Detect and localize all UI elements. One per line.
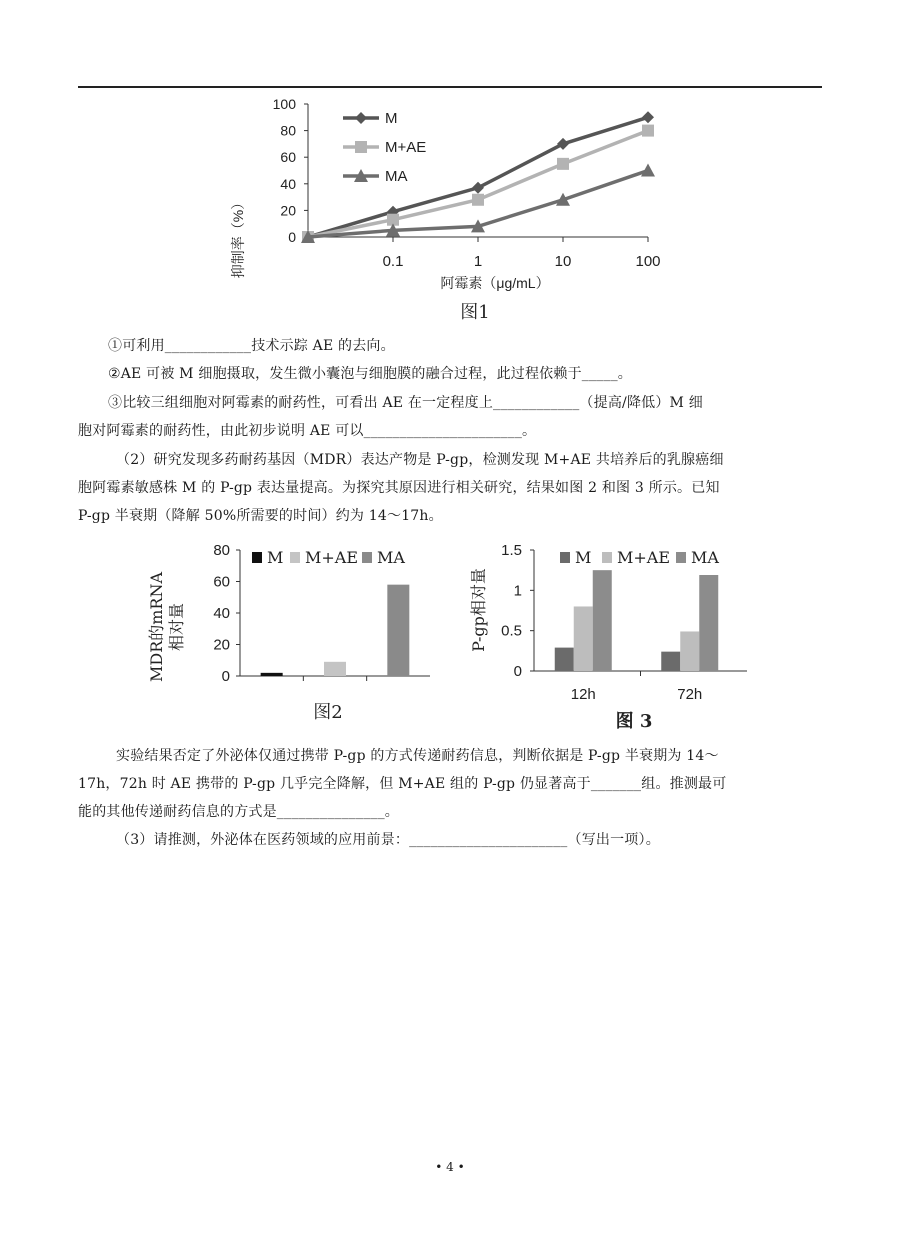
part-3-question: （3）请推测，外泌体在医药领域的应用前景：______________________（写出一项）。 [116,832,660,848]
fig3-caption: 图 3 [615,711,653,732]
fig3-legend-swatch [602,552,612,563]
fig3-x-tick-label: 12h [570,686,596,703]
fig2-legend-swatch [252,552,262,563]
fig3-legend-swatch [560,552,570,563]
fig1-y-axis-label: 抑制率（%） [230,195,246,279]
figure-2-bar-chart [140,535,440,730]
part-2-conclusion-line-3: 能的其他传递耐药信息的方式是_______________。 [78,804,399,820]
question-1: ①可利用____________技术示踪 AE 的去向。 [108,338,395,354]
fig1-legend-label: MA [385,168,408,185]
fig3-y-tick-label: 1 [513,582,522,600]
fig1-data-point [557,158,569,170]
figure-3-bar-chart [462,535,762,735]
fig1-y-tick-label: 20 [280,202,296,219]
fig2-bar [261,673,283,676]
fig1-data-point [642,125,654,137]
part-2-line-1: （2）研究发现多药耐药基因（MDR）表达产物是 P-gp，检测发现 M+AE 共培养后的乳腺癌细 [116,452,724,468]
part-2-conclusion-line-2: 17h，72h 时 AE 携带的 P-gp 几乎完全降解，但 M+AE 组的 P-gp 仍显著高于_______组。推测最可 [78,776,727,792]
fig2-bar [387,585,409,676]
fig2-y-axis-label-line-2: 相对量 [167,602,186,652]
page-number: • 4 • [435,1160,465,1174]
fig2-y-tick-label: 20 [213,636,230,654]
fig1-y-tick-label: 0 [288,229,296,245]
fig2-legend-label: M+AE [305,548,359,567]
fig3-x-tick-label: 72h [677,686,703,703]
question-3-line-1: ③比较三组细胞对阿霉素的耐药性，可看出 AE 在一定程度上____________（提高/降低）M 细 [108,395,703,411]
fig2-caption: 图2 [313,702,343,723]
fig2-legend-swatch [290,552,300,563]
fig2-bar [324,662,346,676]
fig2-y-tick-label: 40 [213,605,230,622]
fig3-bar [661,652,680,671]
fig2-y-tick-label: 60 [213,573,230,591]
fig3-legend-swatch [676,552,686,563]
fig1-x-axis-label: 阿霉素（μg/mL） [440,275,550,291]
fig3-legend-label: MA [691,548,719,567]
fig1-y-tick-label: 40 [280,175,296,192]
header-rule [78,86,822,88]
fig3-bar [593,570,612,671]
fig1-legend-marker [355,141,367,153]
fig2-y-tick-label: 0 [221,668,230,685]
fig3-legend-label: M+AE [617,548,671,567]
fig1-legend-label: M+AE [385,139,427,156]
fig1-y-tick-label: 100 [272,96,296,112]
fig1-x-tick-label: 10 [554,253,572,270]
question-2: ②AE 可被 M 细胞摄取，发生微小囊泡与细胞膜的融合过程，此过程依赖于_____。 [108,366,632,382]
part-2-conclusion-line-1: 实验结果否定了外泌体仅通过携带 P-gp 的方式传递耐药信息，判断依据是 P-gp 半衰期为 14～ [116,748,719,764]
fig3-bar [574,606,593,671]
fig3-y-tick-label: 0 [513,663,522,680]
fig2-y-tick-label: 80 [213,542,230,559]
fig2-y-axis-label-line-1: MDR的mRNA [147,571,166,683]
fig3-legend-label: M [575,548,592,567]
fig1-x-tick-label: 1 [473,253,483,270]
fig1-y-tick-label: 80 [280,122,296,139]
fig2-legend-label: M [267,548,284,567]
fig1-data-point [472,194,484,206]
fig1-y-tick-label: 60 [280,149,296,166]
part-2-line-2: 胞阿霉素敏感株 M 的 P-gp 表达量提高。为探究其原因进行相关研究，结果如图 2 和图 3 所示。已知 [78,480,720,496]
fig3-y-axis-label: P-gp相对量 [469,568,488,652]
fig3-bar [699,575,718,671]
fig3-y-tick-label: 1.5 [501,542,522,559]
part-2-line-3: P-gp 半衰期（降解 50%所需要的时间）约为 14～17h。 [78,508,443,524]
fig2-legend-swatch [362,552,372,563]
fig3-y-tick-label: 0.5 [501,622,522,640]
fig1-x-tick-label: 100 [635,253,661,270]
fig1-legend-label: M [385,110,398,127]
question-3-line-2: 胞对阿霉素的耐药性，由此初步说明 AE 可以______________________。 [78,423,537,439]
fig3-bar [680,631,699,671]
fig1-x-tick-label: 0.1 [382,253,404,270]
figure-1-line-chart [215,92,695,330]
fig1-caption: 图1 [460,302,490,323]
fig3-bar [555,648,574,671]
fig2-legend-label: MA [377,548,405,567]
